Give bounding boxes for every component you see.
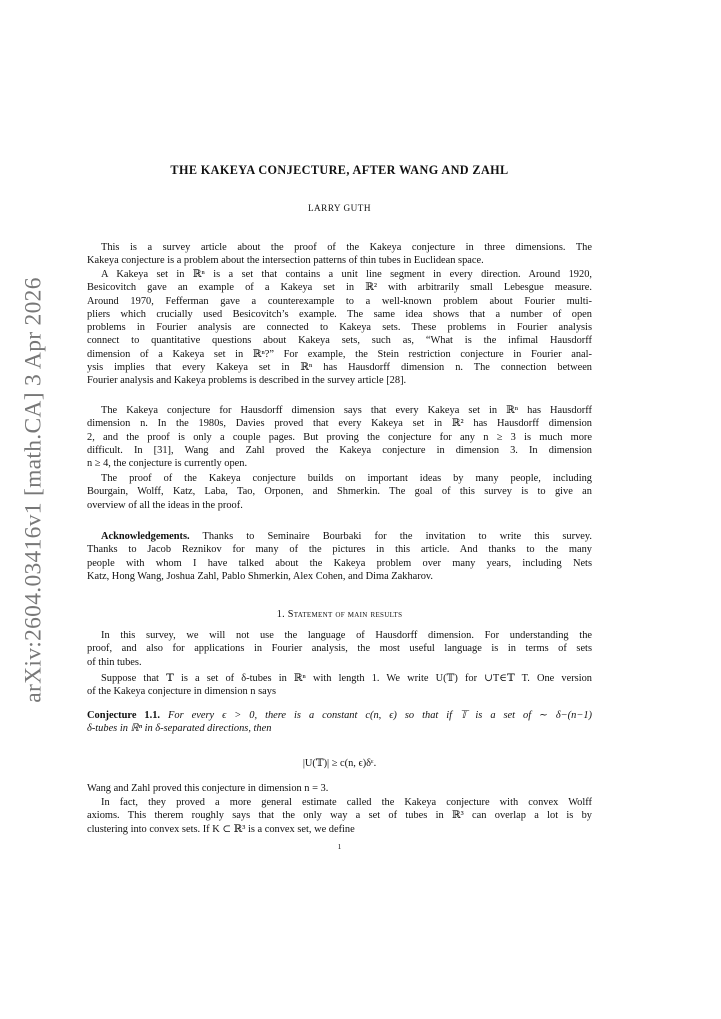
text-line: clustering into convex sets. If K ⊂ ℝ³ is a convex set, we define — [87, 823, 355, 835]
text-line: Besicovitch gave an example of a Kakeya set in ℝ² with arbitrarily small Lebesgue measure. — [87, 282, 592, 294]
abstract-paragraph-1 — [87, 241, 592, 268]
text-line: dimension of a Kakeya set in ℝⁿ?” For example, the Stein restriction conjecture in Fourier anal- — [87, 348, 592, 360]
conjecture-label: Conjecture 1.1. — [87, 710, 161, 721]
section-number: 1. — [276, 609, 285, 620]
text-line: Fourier analysis and Kakeya problems is described in the survey article [28]. — [87, 375, 407, 387]
section-title: Statement of main results — [287, 609, 403, 620]
text-line: Around 1970, Fefferman gave a counterexample to a well-known problem about Fourier multi- — [87, 295, 592, 307]
conjecture-block — [87, 709, 592, 736]
text-line: of thin tubes. — [87, 656, 142, 668]
abstract-paragraph-3 — [87, 404, 592, 470]
arxiv-stamp — [10, 277, 58, 703]
text-line — [87, 709, 592, 722]
text-line — [87, 530, 592, 543]
text-line: In fact, they proved a more general estimate called the Kakeya conjecture with convex Wolff — [101, 797, 592, 808]
text-line: axioms. This therem roughly says that the only way a set of tubes in ℝ³ can overlap a lot is by — [87, 810, 592, 822]
paper-author: LARRY GUTH — [307, 203, 372, 213]
text-line: Kakeya conjecture is a problem about the intersection patterns of thin tubes in Euclidean space. — [87, 255, 484, 267]
body-paragraph-2 — [87, 672, 592, 699]
acknowledgements-heading: Acknowledgements. — [101, 531, 190, 542]
inline-text: For every ϵ > 0, there is a constant c(n, ϵ) so that if 𝕋 is a set of ∼ δ−(n−1) — [160, 710, 592, 721]
text-line: The Kakeya conjecture for Hausdorff dimension says that every Kakeya set in ℝⁿ has Hausdorff — [101, 405, 592, 416]
text-line: proof, and also for applications in Fourier analysis, the most useful language is in terms of sets — [87, 643, 592, 655]
paper-title: THE KAKEYA CONJECTURE, AFTER WANG AND ZAHL — [170, 163, 509, 177]
display-equation: |U(𝕋)| ≥ c(n, ϵ)δᵋ. — [302, 758, 377, 769]
text-line: pliers which crucially used Besicovitch’s example. The same idea shows that a number of open — [87, 308, 592, 320]
text-line: n ≥ 4, the conjecture is currently open. — [87, 458, 248, 470]
text-line: δ-tubes in ℝⁿ in δ-separated directions, then — [87, 723, 272, 735]
acknowledgements-paragraph — [87, 530, 592, 583]
body-paragraph-4 — [87, 796, 592, 836]
text-line: The proof of the Kakeya conjecture builds on important ideas by many people, including — [101, 473, 592, 484]
text-line: connect to quantitative questions about Kakeya sets, such as, “What is the infimal Hausdorff — [87, 335, 592, 347]
inline-text: Thanks to Seminaire Bourbaki for the invitation to write this survey. — [189, 531, 592, 542]
section-heading — [87, 609, 592, 620]
page-number: 1 — [337, 842, 342, 851]
text-line: of the Kakeya conjecture in dimension n says — [87, 686, 276, 698]
text-line: This is a survey article about the proof of the Kakeya conjecture in three dimensions. The — [101, 242, 592, 253]
text-line: ysis implies that every Kakeya set in ℝⁿ has Hausdorff dimension n. The connection between — [87, 362, 592, 374]
abstract-paragraph-4 — [87, 472, 592, 512]
text-line: difficult. In [31], Wang and Zahl proved the Kakeya conjecture in dimension 3. In dimension — [87, 444, 592, 456]
text-line: people with whom I have talked about the Kakeya problem over many years, including Nets — [87, 557, 592, 569]
text-line: A Kakeya set in ℝⁿ is a set that contains a unit line segment in every direction. Around 1920, — [101, 269, 592, 280]
arxiv-stamp-text: arXiv:2604.03416v1 [math.CA] 3 Apr 2026 — [20, 277, 47, 703]
text-line: dimension n. In the 1980s, Davies proved that every Kakeya set in ℝ² has Hausdorff dimension — [87, 418, 592, 430]
text-line: Suppose that 𝕋 is a set of δ-tubes in ℝⁿ with length 1. We write U(𝕋) for ∪T∈𝕋 T. One version — [101, 673, 592, 684]
text-line: Wang and Zahl proved this conjecture in dimension n = 3. — [87, 783, 329, 794]
text-line: problems in Fourier analysis are connected to Kakeya sets. These problems in Fourier analysis — [87, 322, 592, 334]
text-line: In this survey, we will not use the language of Hausdorff dimension. For understanding the — [101, 630, 592, 641]
body-paragraph-3 — [87, 782, 592, 795]
text-line: Bourgain, Wolff, Katz, Laba, Tao, Orponen, and Shmerkin. The goal of this survey is to give an — [87, 486, 592, 498]
text-line: Katz, Hong Wang, Joshua Zahl, Pablo Shmerkin, Alex Cohen, and Dima Zakharov. — [87, 570, 434, 582]
abstract-paragraph-2 — [87, 268, 592, 388]
text-line: 2, and the proof is only a couple pages. But proving the conjecture for any n ≥ 3 is much more — [87, 431, 592, 443]
text-line: Thanks to Jacob Reznikov for many of the pictures in this article. And thanks to the many — [87, 544, 592, 556]
text-line: overview of all the ideas in the proof. — [87, 499, 243, 511]
body-paragraph-1 — [87, 629, 592, 669]
